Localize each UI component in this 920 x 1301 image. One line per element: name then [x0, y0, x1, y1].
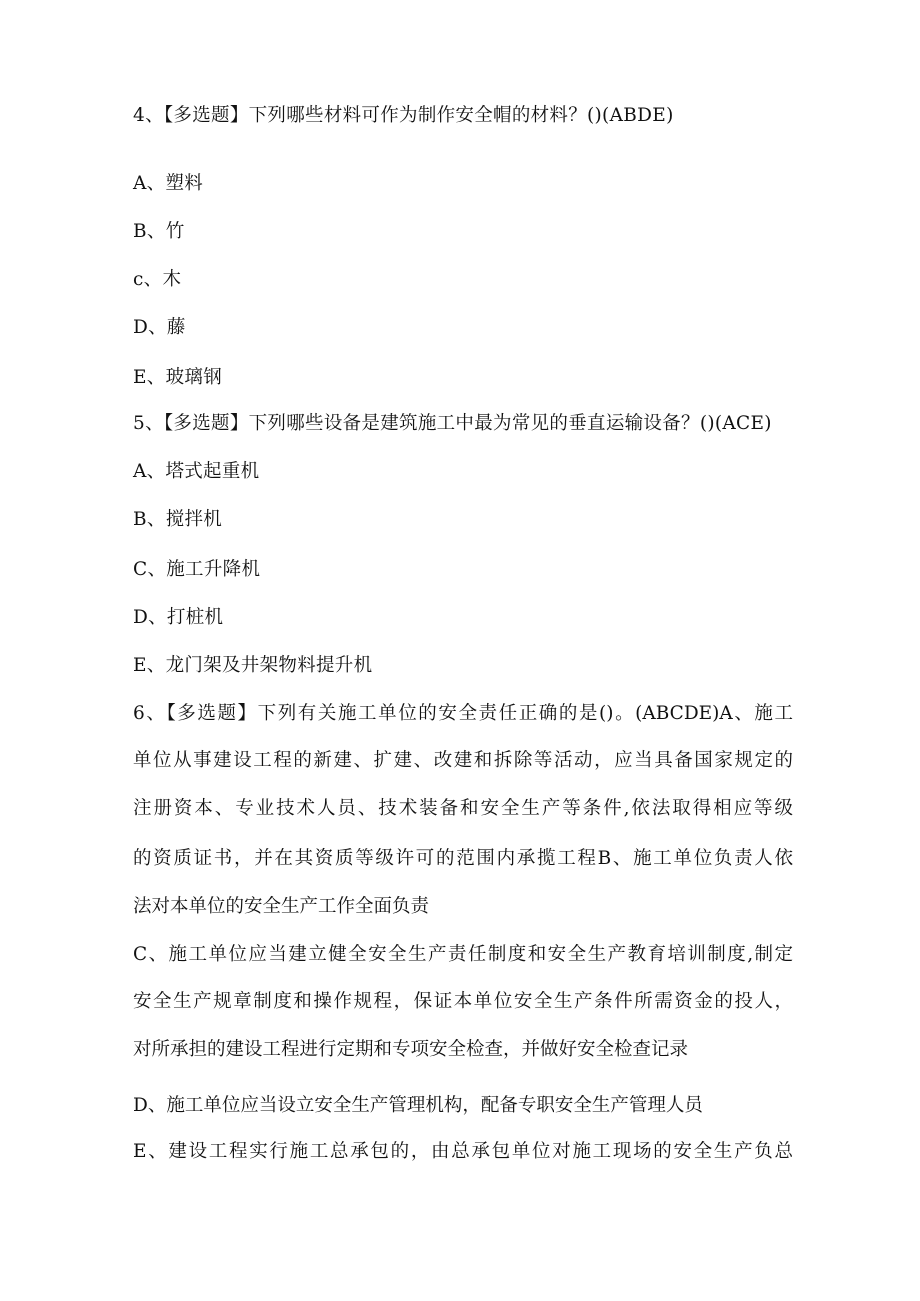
question-5-option-d: D、打桩机 [133, 607, 224, 628]
question-4-option-d: D、藤 [133, 317, 186, 338]
question-4-option-a: A、塑料 [133, 173, 204, 194]
question-6-option-c-line-1: C、施工单位应当建立健全安全生产责任制度和安全生产教育培训制度,制定 [133, 944, 793, 965]
question-6-option-c-line-3: 对所承担的建设工程进行定期和专项安全检查，并做好安全检查记录 [133, 1039, 689, 1060]
question-6-stem-line-3: 注册资本、专业技术人员、技术装备和安全生产等条件,依法取得相应等级 [133, 798, 793, 819]
question-6-stem-line-2: 单位从事建设工程的新建、扩建、改建和拆除等活动，应当具备国家规定的 [133, 750, 793, 771]
question-5-option-e: E、龙门架及井架物料提升机 [133, 655, 373, 676]
question-4-option-e: E、玻璃钢 [133, 367, 223, 388]
question-6-option-d: D、施工单位应当设立安全生产管理机构，配备专职安全生产管理人员 [133, 1095, 703, 1116]
question-4-stem: 4、【多选题】下列哪些材料可作为制作安全帽的材料？()(ABDE) [133, 105, 674, 126]
question-4-option-c: c、木 [133, 269, 182, 290]
question-5-option-b: B、搅拌机 [133, 509, 223, 530]
question-4-option-b: B、竹 [133, 221, 185, 242]
question-5-option-c: C、施工升降机 [133, 559, 261, 580]
question-5-stem: 5、【多选题】下列哪些设备是建筑施工中最为常见的垂直运输设备？()(ACE) [133, 413, 772, 434]
question-6-stem-line-1: 6、【多选题】下列有关施工单位的安全责任正确的是()。(ABCDE)A、施工 [133, 703, 793, 724]
question-5-option-a: A、塔式起重机 [133, 461, 260, 482]
question-6-option-e: E、建设工程实行施工总承包的，由总承包单位对施工现场的安全生产负总 [133, 1141, 793, 1162]
question-6-stem-line-5: 法对本单位的安全生产工作全面负责 [133, 896, 430, 917]
question-6-option-c-line-2: 安全生产规章制度和操作规程，保证本单位安全生产条件所需资金的投人， [133, 991, 793, 1012]
question-6-stem-line-4: 的资质证书，并在其资质等级许可的范围内承揽工程B、施工单位负责人依 [133, 848, 793, 869]
